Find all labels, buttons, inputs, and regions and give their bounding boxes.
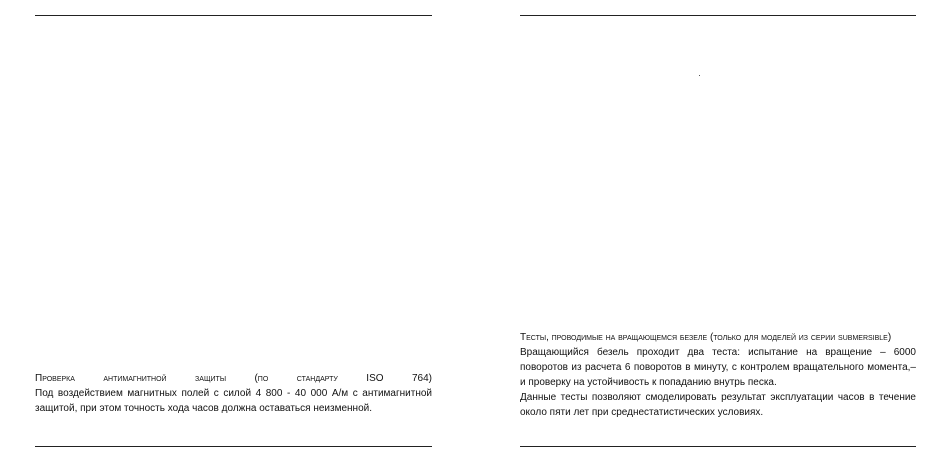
bezel-test-heading: Тесты, проводимые на вращающемся безеле (только для моделей из серии submersible) xyxy=(520,332,892,343)
right-page-top-rule xyxy=(520,15,916,16)
right-page-text-block xyxy=(520,330,916,420)
stray-dot xyxy=(699,75,700,76)
right-page-bottom-rule xyxy=(520,446,916,447)
bezel-test-paragraph-2: Данные тесты позволяют смоделировать результат эксплуатации часов в течение около пяти лет при среднестатистических условиях. xyxy=(520,392,916,418)
bezel-test-paragraph-1: Вращающийся безель проходит два теста: испытание на вращение – 6000 поворотов из расчета 6 поворотов в минуту, с контролем вращательного момента,– и проверку на устойчивость к попаданию внутрь песка. xyxy=(520,347,916,388)
left-page-bottom-rule xyxy=(35,446,432,447)
left-page-top-rule xyxy=(35,15,432,16)
left-page-text-block xyxy=(35,371,432,416)
antimagnetic-test-heading: Проверка антимагнитной защиты (по стандарту ISO 764) xyxy=(35,373,432,384)
antimagnetic-test-body: Под воздействием магнитных полей с силой 4 800 - 40 000 А/м с антимагнитной защитой, при этом точность хода часов должна оставаться неизменной. xyxy=(35,388,432,414)
